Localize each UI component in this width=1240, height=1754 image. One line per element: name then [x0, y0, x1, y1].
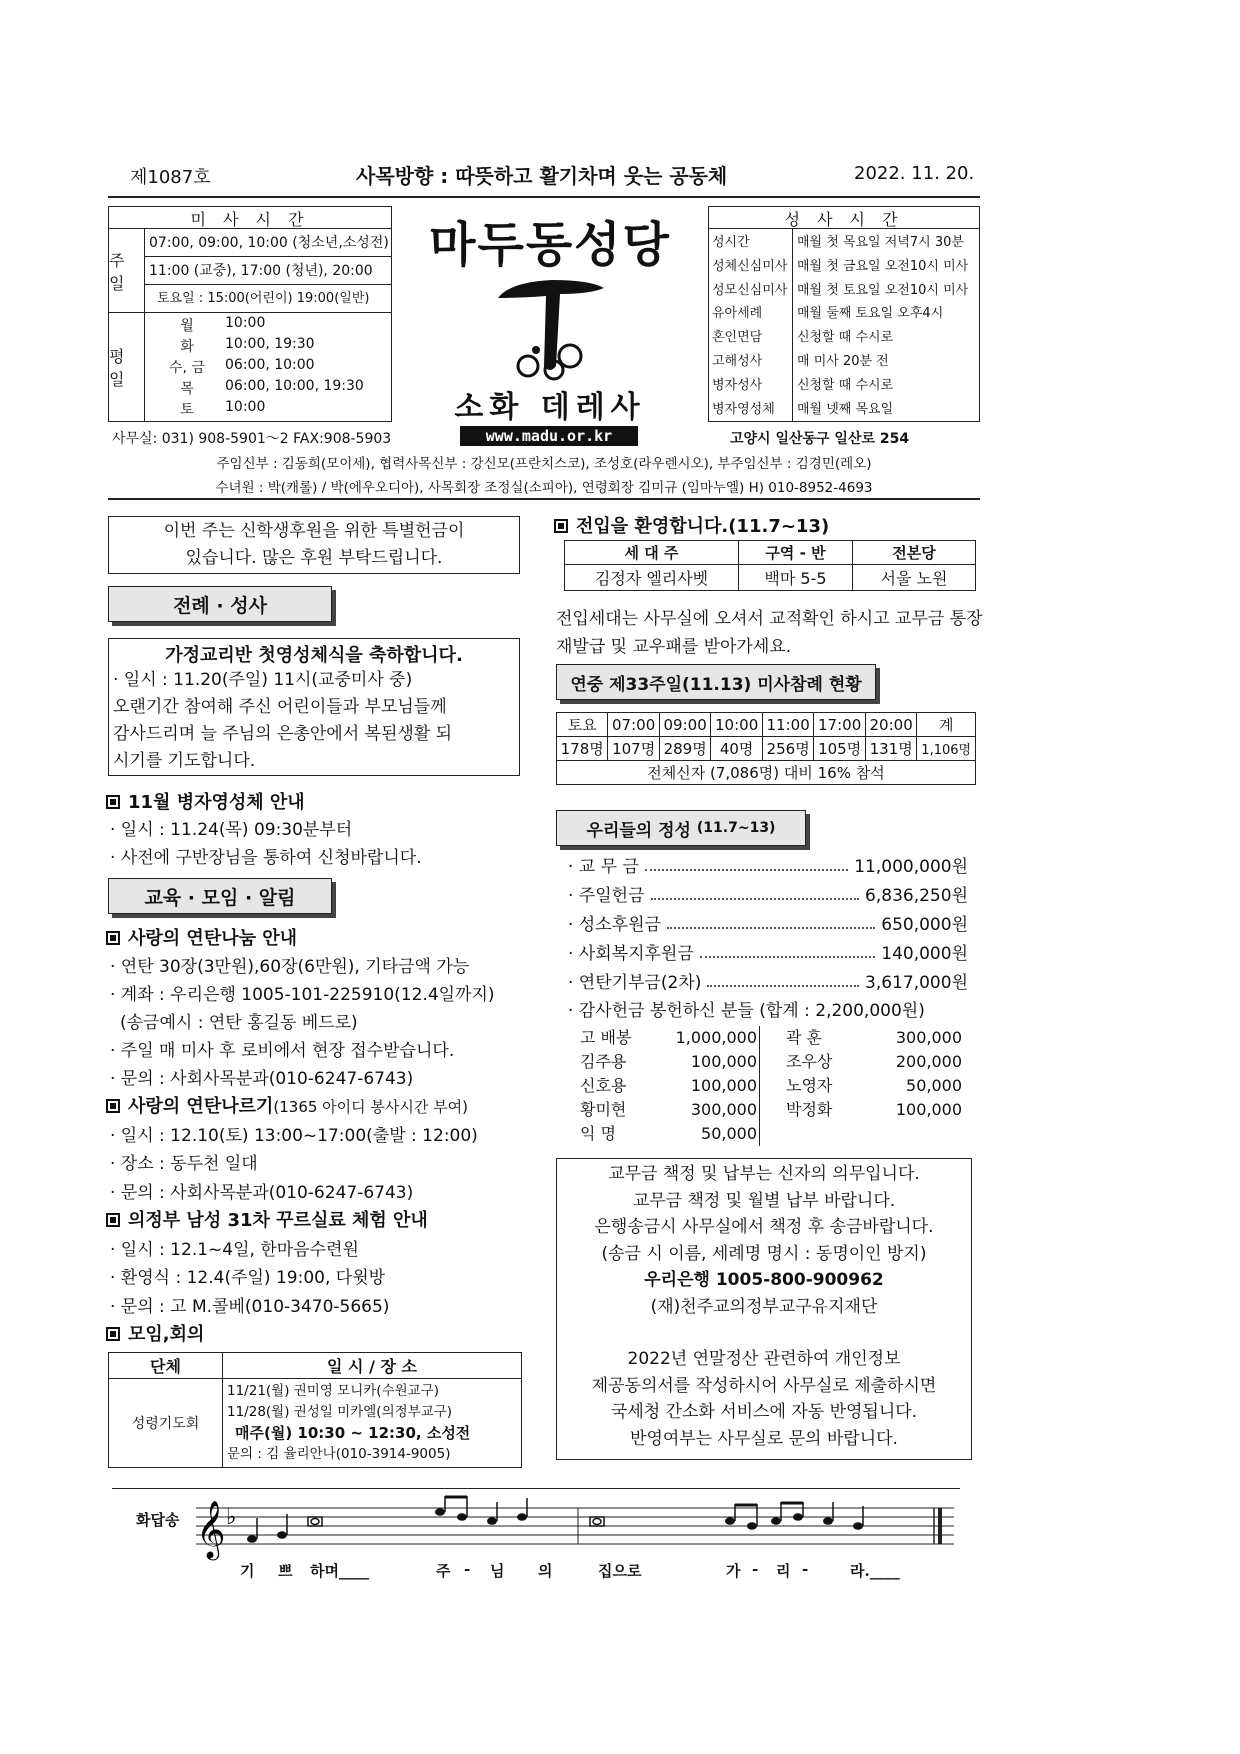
donor-amount: 300,000	[895, 1028, 962, 1047]
meetings-col-when: 일 시 / 장 소	[223, 1353, 521, 1379]
attendance-header: 토요	[557, 713, 608, 737]
donor-name: 황미현	[580, 1100, 627, 1119]
donor-amount: 100,000	[895, 1100, 962, 1119]
parish-address: 고양시 일산동구 일산로 254	[730, 431, 910, 447]
attendance-value: 256명	[762, 737, 814, 761]
office-contact: 사무실: 031) 908-5901～2 FAX:908-5903	[112, 431, 392, 447]
donor-name: 박정화	[786, 1100, 833, 1119]
meeting-schedule: 매주(월) 10:30 ~ 12:30, 소성전	[235, 1424, 471, 1442]
attendance-summary: 전체신자 (7,086명) 대비 16% 참석	[557, 761, 976, 785]
weekday-time: 10:00, 19:30	[225, 336, 315, 352]
donor-amount: 100,000	[690, 1076, 757, 1095]
weekday-time: 10:00	[225, 399, 266, 415]
sacrament-name: 병자성사	[712, 377, 763, 393]
lyric-syllable: -	[752, 1560, 759, 1578]
notice-line: 있습니다. 많은 후원 부탁드립니다.	[185, 548, 443, 568]
sacrament-desc: 매월 첫 토요일 오전10시 미사	[797, 282, 969, 298]
foundation-name: (재)천주교의정부교구유지재단	[650, 1296, 878, 1317]
lyric-syllable: 님	[490, 1562, 505, 1580]
attendance-title: 연중 제33주일(11.13) 미사참례 현황	[556, 664, 876, 700]
attendance-header: 07:00	[608, 713, 660, 737]
lyric-syllable: -	[464, 1560, 471, 1578]
meetings-title: 모임,회의	[128, 1324, 205, 1345]
issue-number: 제1087호	[130, 167, 211, 188]
attendance-header: 10:00	[711, 713, 763, 737]
communion-line: 감사드리며 늘 주님의 은총안에서 복된생활 되	[113, 724, 453, 744]
issue-date: 2022. 11. 20.	[854, 163, 975, 184]
offerings-title: 우리들의 정성	[586, 820, 691, 841]
website-link[interactable]: www.madu.or.kr	[460, 426, 638, 446]
pastoral-motto: 사목방향 : 따뜻하고 활기차며 웃는 공동체	[356, 164, 728, 188]
square-bullet-icon	[106, 1327, 120, 1341]
donor-amount: 300,000	[690, 1100, 757, 1119]
donor-amount: 100,000	[690, 1052, 757, 1071]
offering-amount: 3,617,000원	[865, 973, 968, 993]
duty-line: 은행송금시 사무실에서 책정 후 송금바랍니다.	[594, 1217, 934, 1237]
welcome-cell: 백마 5-5	[739, 565, 853, 591]
saturday-line: 토요일 : 15:00(어린이) 19:00(일반)	[157, 291, 370, 306]
donors-left	[580, 1026, 760, 1146]
cursillo-title: 의정부 남성 31차 꾸르실료 체험 안내	[128, 1210, 428, 1231]
lyric-syllable: -	[802, 1560, 809, 1578]
psalm-label: 화답송	[136, 1511, 180, 1529]
welcome-heading	[554, 512, 829, 538]
weekday-label: 평 일	[109, 313, 145, 421]
briquette-line: · 연탄 30장(3만원),60장(6만원), 기타금액 가능	[110, 957, 470, 977]
donor-amount: 50,000	[906, 1076, 962, 1095]
sacraments-title: 성 사 시 간	[709, 207, 979, 229]
sacrament-desc: 매월 첫 목요일 저녁7시 30분	[797, 235, 964, 250]
communion-line: · 일시 : 11.20(주일) 11시(교중미사 중)	[113, 670, 413, 690]
sick-communion-title: 11월 병자영성체 안내	[128, 792, 305, 813]
offering-row	[568, 910, 968, 935]
offering-amount: 140,000원	[881, 944, 968, 964]
sick-line: · 사전에 구반장님을 통하여 신청바랍니다.	[110, 848, 422, 868]
donor-amount: 1,000,000	[675, 1028, 757, 1047]
weekday-day: 화	[180, 339, 194, 355]
sacrament-name: 유아세례	[712, 306, 763, 322]
delivery-heading	[106, 1092, 468, 1118]
thanks-line: · 감사헌금 봉헌하신 분들 (합계 : 2,200,000원)	[568, 1001, 925, 1021]
svg-text:♭: ♭	[226, 1505, 237, 1530]
weekday-time: 06:00, 10:00	[225, 357, 315, 373]
attendance-header: 20:00	[865, 713, 917, 737]
lyric-syllable: 가	[726, 1562, 741, 1580]
briquette-line: (송금예시 : 연탄 홍길동 베드로)	[120, 1013, 358, 1033]
meetings-group-name: 성령기도회	[109, 1379, 223, 1467]
sacrament-desc: 매월 넷째 목요일	[797, 401, 894, 417]
parish-patron: 소화 데레사	[454, 390, 646, 425]
offering-amount: 6,836,250원	[865, 886, 968, 906]
offering-amount: 650,000원	[881, 915, 968, 935]
delivery-note: (1365 아이디 봉사시간 부여)	[273, 1098, 468, 1116]
sacraments-list	[709, 231, 979, 421]
offerings-title-box	[556, 810, 806, 846]
offering-label: · 성소후원금	[568, 915, 661, 935]
bank-account: 우리은행 1005-800-900962	[644, 1270, 884, 1290]
cross-logo-icon	[490, 270, 610, 382]
meetings-col-group: 단체	[109, 1353, 223, 1379]
weekday-time: 10:00	[225, 315, 266, 331]
meetings-table	[108, 1352, 522, 1468]
square-bullet-icon	[106, 795, 120, 809]
delivery-title: 사랑의 연탄나르기	[128, 1096, 274, 1117]
offering-row	[568, 968, 968, 993]
meetings-heading	[106, 1320, 204, 1346]
donors-right	[786, 1026, 962, 1122]
meeting-line: 11/21(월) 권미영 모니카(수원교구)	[227, 1383, 440, 1399]
briquette-heading	[106, 924, 297, 950]
attendance-header: 17:00	[814, 713, 866, 737]
lyric-syllable: 집으로	[598, 1562, 642, 1580]
donor-name: 익 명	[580, 1124, 616, 1143]
welcome-note: 재발급 및 교우패를 받아가세요.	[556, 637, 792, 657]
offering-label: · 주일헌금	[568, 886, 645, 906]
duty-line: 교무금 책정 및 납부는 신자의 의무입니다.	[608, 1164, 920, 1184]
offering-label: · 연탄기부금(2차)	[568, 973, 702, 993]
attendance-value: 107명	[608, 737, 660, 761]
donor-name: 김주용	[580, 1052, 627, 1071]
attendance-value: 131명	[865, 737, 917, 761]
offering-label: · 사회복지후원금	[568, 944, 694, 964]
sick-line: · 일시 : 11.24(목) 09:30분부터	[110, 820, 353, 840]
weekday-list	[149, 315, 389, 420]
welcome-table	[564, 540, 976, 591]
sunday-line-1: 07:00, 09:00, 10:00 (청소년,소성전)	[145, 229, 391, 257]
lyric-syllable: 하며____	[310, 1562, 369, 1580]
delivery-line: · 일시 : 12.10(토) 13:00~17:00(출발 : 12:00)	[110, 1126, 478, 1146]
communion-line: 시기를 기도합니다.	[113, 751, 256, 771]
weekday-day: 토	[180, 402, 194, 418]
sacrament-desc: 신청할 때 수시로	[797, 377, 894, 393]
sunday-label: 주 일	[109, 229, 145, 313]
communion-line: 오랜기간 참여해 주신 어린이들과 부모님들께	[113, 697, 447, 717]
donor-name: 조우상	[786, 1052, 833, 1071]
donor-amount: 200,000	[895, 1052, 962, 1071]
square-bullet-icon	[106, 1099, 120, 1113]
tax-line: 국세청 간소화 서비스에 자동 반영됩니다.	[610, 1402, 918, 1422]
welcome-cell: 서울 노원	[853, 565, 976, 591]
donor-name: 곽 훈	[786, 1028, 822, 1047]
offering-row	[568, 881, 968, 906]
cursillo-line: · 문의 : 고 M.콜베(010-3470-5665)	[110, 1297, 390, 1317]
lyric-syllable: 리	[776, 1562, 791, 1580]
weekday-time: 06:00, 10:00, 19:30	[225, 378, 364, 394]
welcome-header: 구역 - 반	[739, 541, 853, 565]
briquette-line: · 문의 : 사회사목분과(010-6247-6743)	[110, 1069, 414, 1089]
cursillo-line: · 환영식 : 12.4(주일) 19:00, 다윗방	[110, 1268, 386, 1288]
first-communion-box	[108, 638, 520, 776]
sacrament-desc: 매월 첫 금요일 오전10시 미사	[797, 258, 969, 274]
attendance-value: 178명	[557, 737, 608, 761]
weekday-day: 수, 금	[169, 360, 205, 376]
square-bullet-icon	[106, 931, 120, 945]
lyric-syllable: 라.____	[850, 1562, 900, 1580]
delivery-line: · 장소 : 동두천 일대	[110, 1154, 258, 1174]
meeting-line: 11/28(월) 권성일 미카엘(의정부교구)	[227, 1404, 453, 1420]
lyric-syllable: 쁘	[278, 1562, 293, 1580]
sacrament-name: 성모신심미사	[712, 282, 788, 298]
welcome-header: 전본당	[853, 541, 976, 565]
sacrament-name: 성시간	[712, 235, 750, 250]
sacrament-desc: 매월 둘째 토요일 오후4시	[797, 306, 944, 322]
notice-line: 이번 주는 신학생후원을 위한 특별헌금이	[163, 521, 465, 541]
section-education-title: 교육 · 모임 · 알림	[108, 878, 332, 914]
cursillo-line: · 일시 : 12.1~4일, 한마음수련원	[110, 1240, 359, 1260]
svg-text:𝄞: 𝄞	[196, 1500, 226, 1558]
welcome-cell: 김정자 엘리사벳	[565, 565, 739, 591]
offering-amount: 11,000,000원	[854, 857, 968, 877]
offering-row	[568, 852, 968, 877]
parish-name: 마두동성당	[429, 217, 671, 273]
tax-line: 제공동의서를 작성하시어 사무실로 제출하시면	[591, 1375, 937, 1396]
music-staff	[196, 1494, 954, 1564]
meeting-contact: 문의 : 김 율리안나(010-3914-9005)	[227, 1446, 451, 1462]
donor-name: 노영자	[786, 1076, 833, 1095]
lyric-syllable: 의	[538, 1562, 553, 1580]
special-collection-notice	[108, 516, 520, 574]
attendance-header: 11:00	[762, 713, 814, 737]
delivery-line: · 문의 : 사회사목분과(010-6247-6743)	[110, 1183, 414, 1203]
sunday-line-2: 11:00 (교중), 17:00 (청년), 20:00	[145, 257, 391, 285]
mass-times-box	[108, 206, 392, 422]
briquette-title: 사랑의 연탄나눔 안내	[128, 928, 298, 949]
donor-name: 신호용	[580, 1076, 627, 1095]
offering-row	[568, 939, 968, 964]
lyric-syllable: 주	[436, 1562, 451, 1580]
weekday-day: 월	[180, 318, 194, 334]
section-liturgy-title: 전례 · 성사	[108, 586, 332, 622]
mass-times-title: 미 사 시 간	[109, 207, 391, 229]
attendance-value: 289명	[659, 737, 711, 761]
briquette-line: · 계좌 : 우리은행 1005-101-225910(12.4일까지)	[110, 985, 495, 1005]
duty-line: (송금 시 이름, 세례명 명시 : 동명이인 방지)	[601, 1243, 927, 1264]
welcome-header: 세 대 주	[565, 541, 739, 565]
attendance-header: 09:00	[659, 713, 711, 737]
staff-line: 수녀원 : 박(캐롤) / 박(에우오디아), 사목회장 조정실(소피아), 연령회장 김미규 (임마누엘) H) 010-8952-4693	[215, 480, 873, 496]
welcome-title: 전입을 환영합니다.(11.7~13)	[576, 516, 830, 537]
attendance-value: 105명	[814, 737, 866, 761]
welcome-note: 전입세대는 사무실에 오셔서 교적확인 하시고 교무금 통장	[556, 609, 983, 629]
donor-name: 고 배봉	[580, 1028, 632, 1047]
sacrament-desc: 매 미사 20분 전	[797, 353, 889, 369]
sacraments-box	[708, 206, 980, 422]
sacrament-name: 병자영성체	[712, 401, 775, 417]
duty-notice-box	[556, 1158, 972, 1460]
cursillo-heading	[106, 1206, 428, 1232]
sacrament-desc: 신청할 때 수시로	[797, 330, 894, 346]
tax-line: 반영여부는 사무실로 문의 바랍니다.	[630, 1428, 898, 1449]
attendance-table	[556, 712, 976, 785]
square-bullet-icon	[106, 1213, 120, 1227]
lyric-syllable: 기	[240, 1562, 255, 1580]
tax-line: 2022년 연말정산 관련하여 개인정보	[627, 1349, 901, 1369]
attendance-value: 1,106명	[917, 737, 976, 761]
offering-label: · 교 무 금	[568, 857, 639, 877]
clergy-line: 주임신부 : 김동희(모이세), 협력사목신부 : 강신모(프란치스코), 조성호(라우렌시오), 부주임신부 : 김경민(레오)	[216, 456, 872, 472]
sacrament-name: 혼인면담	[712, 330, 763, 346]
attendance-value: 40명	[711, 737, 763, 761]
square-bullet-icon	[554, 519, 568, 533]
duty-line: 교무금 책정 및 월별 납부 바랍니다.	[632, 1190, 896, 1211]
sacrament-name: 성체신심미사	[712, 258, 788, 274]
sacrament-name: 고해성사	[712, 353, 763, 369]
donor-amount: 50,000	[701, 1124, 757, 1143]
psalm-lyrics	[196, 1560, 954, 1584]
sick-communion-heading	[106, 788, 305, 814]
briquette-line: · 주일 매 미사 후 로비에서 현장 접수받습니다.	[110, 1041, 455, 1061]
offerings-period: (11.7~13)	[696, 820, 776, 836]
weekday-day: 목	[180, 381, 194, 397]
attendance-header: 계	[917, 713, 976, 737]
communion-title: 가정교리반 첫영성체식을 축하합니다.	[165, 645, 463, 666]
